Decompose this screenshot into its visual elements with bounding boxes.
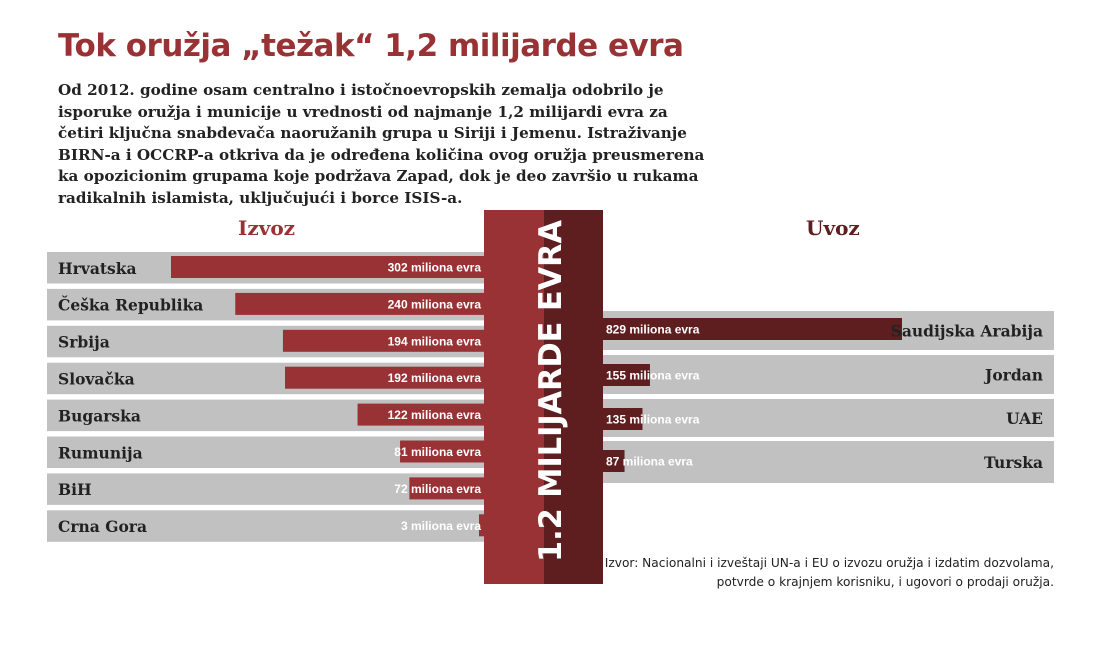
intro-text: Od 2012. godine osam centralno i istočnoevropskih zemalja odobrilo je isporuke oružja i municije u vrednosti od najmanje 1,2 milijardi evra za četiri ključna snabdevača naoružanih grupa u Siriji i Jemenu. Istraživanje BIRN-a i OCCRP-a otkriva da je određena količina ovog oružja preusmerena ka opozicionim grupama koje podržava Zapad, dok je deo završio u rukama radikalnih islamista, uključujući i borce ISIS-a. (58, 81, 705, 207)
export-value-label: 3 miliona evra (400, 518, 481, 533)
export-value-label: 81 miliona evra (394, 445, 481, 459)
import-country-label: Turska (983, 453, 1043, 472)
export-country-label: Crna Gora (58, 517, 147, 537)
total-label: 1.2 MILIJARDE EVRA (533, 212, 569, 562)
export-value-label: 240 miliona evra (387, 297, 481, 312)
export-country-label: Hrvatska (58, 258, 137, 278)
export-heading: Izvoz (238, 216, 296, 240)
export-country-label: Srbija (58, 332, 110, 352)
export-value-label: 72 miliona evra (394, 481, 481, 496)
export-country-label: BiH (58, 480, 92, 500)
import-country-label: UAE (1006, 409, 1043, 428)
export-country-label: Rumunija (58, 443, 143, 463)
export-value-label: 192 miliona evra (387, 371, 481, 386)
export-country-label: Bugarska (58, 406, 141, 426)
import-value-label: 155 miliona evra (606, 368, 700, 383)
import-country-label: Saudijska Arabija (890, 321, 1043, 341)
page-title: Tok oružja „težak“ 1,2 milijarde evra (58, 28, 684, 64)
import-heading: Uvoz (806, 216, 860, 240)
export-value-label: 194 miliona evra (387, 334, 481, 349)
export-country-label: Slovačka (58, 369, 135, 389)
source-note: Izvor: Nacionalni i izveštaji UN-a i EU o izvozu oružja i izdatim dozvolama, potvrde o krajnjem korisniku, i ugovori o prodaji oružja. (604, 556, 1054, 589)
import-value-label: 135 miliona evra (606, 412, 700, 427)
import-value-label: 87 miliona evra (606, 454, 693, 469)
import-value-label: 829 miliona evra (606, 322, 700, 337)
export-value-label: 122 miliona evra (387, 408, 481, 423)
import-country-label: Jordan (985, 365, 1043, 385)
export-country-label: Češka Republika (58, 295, 204, 315)
export-value-label: 302 miliona evra (387, 260, 481, 275)
